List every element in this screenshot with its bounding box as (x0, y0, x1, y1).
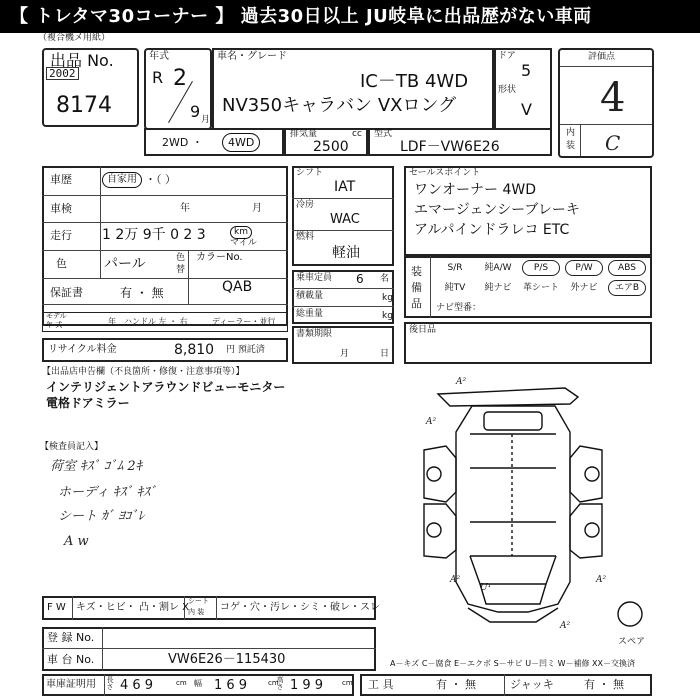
equip-r2-2: 革シート (523, 283, 560, 293)
seat-text: コゲ・穴・汚レ・シミ・破レ・スレ (220, 602, 380, 613)
cap-label: 乗車定員 (296, 273, 333, 283)
windshield (470, 556, 556, 584)
inspection-month-unit: 月 (252, 203, 262, 214)
inspector-label: 【検査員記入】 (40, 442, 104, 452)
color-change-b: 替 (176, 265, 186, 275)
recycle-unit: 円 預託済 (226, 345, 265, 355)
after-box (404, 322, 652, 364)
mileage-label: 走行 (50, 229, 72, 242)
color-label: 色 (56, 257, 67, 270)
model-year-unit: 年 (108, 317, 116, 326)
mark-4: A² (450, 575, 461, 585)
chassis-label: 車 台 No. (47, 653, 95, 666)
cm-1: cm (176, 679, 187, 687)
ac-label: 冷房 (296, 200, 315, 210)
hgt-label: 高さ (276, 676, 284, 690)
capacity: 6 (356, 272, 364, 286)
legend: A－キズ C－腐食 E－エクボ S－サビ U－凹ミ W－補修 XX－交換済 (390, 659, 636, 668)
history-label: 車歴 (50, 173, 72, 186)
weight-label: 総重量 (296, 309, 324, 319)
sales-line3: アルパインドラレコ ETC (414, 222, 570, 238)
after-label: 後日品 (409, 325, 437, 335)
cm-2: cm (268, 679, 279, 687)
model-name: NV350キャラバン VXロング (222, 95, 457, 116)
notes-label: 【出品店申告欄（不良箇所・修復・注意事項等）】 (42, 367, 245, 377)
month-value: 9 (190, 102, 201, 121)
len-label: 長さ (106, 676, 114, 690)
inspector-line2: ホーディ ｷｽﾞ ｷｽﾞ (58, 485, 157, 500)
year-value: 2 (173, 66, 187, 91)
rear-bumper (438, 388, 578, 406)
equip-r1-3: P/W (565, 260, 603, 276)
recycle-label: リサイクル料金 (48, 344, 117, 355)
equip-r1-2: P/S (522, 260, 560, 276)
equip-r2-0: 純TV (444, 283, 466, 293)
shift-label: シフト (296, 168, 324, 178)
ac: WAC (330, 212, 360, 227)
color-no-label: カラーNo. (196, 252, 243, 263)
reg-label: 登 録 No. (47, 631, 95, 644)
notes-line1: インテリジェントアラウンドビューモニター (46, 380, 286, 394)
load-kg: kg (382, 293, 393, 303)
width: 1 6 9 (214, 678, 248, 693)
left-rear-side (424, 446, 456, 502)
name-label: 車名・グレード (217, 51, 287, 62)
drive-options: 2WD ・ (162, 136, 203, 149)
spare-tire (618, 602, 642, 626)
lot-label: 出品 No. (50, 51, 114, 70)
sales-label: セールスポイント (409, 168, 481, 178)
inspection-label: 車検 (50, 202, 72, 215)
sales-line2: エマージェンシーブレーキ (414, 202, 580, 218)
shift: IAT (334, 179, 356, 195)
equip-r1-0: S/R (447, 263, 463, 273)
month-unit: 月 (201, 115, 211, 125)
mile-unit: マイル (230, 238, 257, 248)
car-body (456, 406, 570, 612)
equip-label-b: 備 (411, 281, 422, 294)
fuel: 軽油 (332, 245, 360, 261)
weight-kg: kg (382, 311, 393, 321)
color-no: QAB (222, 279, 253, 295)
equip-label-c: 品 (411, 297, 422, 310)
spare-label: スペア (618, 637, 646, 647)
history-selected: 自家用 (102, 172, 142, 188)
mileage: 1 2万 9千 0 2 3 (102, 227, 206, 243)
cap-unit: 名 (380, 274, 390, 284)
inspector-line3: シート ｶﾞ ﾖｺﾞﾚ (58, 509, 145, 524)
score-value: 4 (600, 75, 626, 121)
handle-label: ハンドル 左 ・ 右 (124, 317, 188, 326)
year-era: R (152, 68, 164, 87)
mark-1: A² (456, 377, 467, 387)
door-label: ドア (498, 51, 516, 61)
jack-value: 有 ・ 無 (584, 678, 624, 691)
type-label: 型式 (374, 129, 393, 139)
fuel-label: 燃料 (296, 232, 315, 242)
km-unit: km (230, 226, 252, 239)
height: 1 9 9 (290, 678, 324, 693)
fw-text: キズ・ヒビ・ 凸・割レ X (76, 602, 190, 613)
model-year-a: モデル (46, 312, 67, 320)
shape: V (521, 100, 532, 119)
wid-label: 幅 (194, 679, 202, 688)
banner-text: 【 トレタマ30コーナー 】 過去30日以上 JU岐阜に出品歴がない車両 (10, 6, 592, 27)
right-rear-side (570, 446, 602, 502)
tool-value: 有 ・ 無 (436, 678, 476, 691)
history-rest: ・（ ） (145, 173, 176, 186)
equip-label-a: 装 (411, 265, 422, 278)
year-label: 年式 (149, 51, 169, 62)
dealer-label: ディーラー・並行 (212, 317, 276, 326)
right-front-side (570, 504, 602, 558)
fw-label: F W (47, 602, 66, 613)
warranty-value: 有 ・ 無 (120, 286, 164, 300)
equip-r1-4: ABS (608, 260, 646, 276)
left-front-side (424, 504, 456, 558)
model-year-b: 年 式 (46, 321, 63, 329)
mark-3: U¹ (480, 583, 492, 593)
inspector-line4: A w (64, 534, 89, 549)
interior-score: C (605, 131, 621, 155)
tailgate-window (484, 412, 542, 430)
shape-label: 形状 (498, 85, 517, 95)
equip-r2-3: 外ナビ (570, 283, 598, 293)
doors: 5 (521, 61, 532, 80)
inspector-line1: 荷室 ｷｽﾞ ｺﾞﾑ 2ｷ (50, 459, 143, 474)
tool-label: 工 具 (368, 678, 394, 691)
dims-label: 車庫証明用 (46, 679, 96, 690)
sales-line1: ワンオーナー 4WD (414, 182, 536, 198)
score-label: 評価点 (588, 52, 616, 62)
grade: IC－TB 4WD (360, 71, 469, 92)
equip-r2-4: エアB (608, 280, 646, 296)
drive-selected: 4WD (222, 133, 260, 152)
lot-number: 8174 (56, 93, 112, 118)
seat-label-b: 内 装 (188, 608, 205, 616)
cm-3: cm (342, 679, 353, 687)
notes-line2: 電格ドアミラー (46, 396, 130, 410)
type-code: LDF－VW6E26 (400, 139, 500, 155)
car-damage-diagram (410, 372, 660, 642)
mark-2: A² (426, 417, 437, 427)
mark-5: A² (596, 575, 607, 585)
subtitle: （複合機メ用紙） (38, 33, 111, 43)
chassis-number: VW6E26－115430 (168, 652, 286, 667)
interior-label-a: 内 (566, 128, 576, 138)
doc-day: 日 (380, 349, 390, 359)
displacement: 2500 (313, 139, 349, 155)
lot-stamp: 2002 (46, 67, 79, 80)
warranty-label: 保証書 (50, 286, 83, 299)
seat-label-a: シート (188, 597, 209, 605)
disp-label: 排気量 (290, 129, 318, 139)
length: 4 6 9 (120, 678, 154, 693)
navi-label: ナビ型番： (436, 303, 482, 313)
color: パール (104, 256, 146, 272)
interior-label-b: 装 (566, 141, 576, 151)
cc-unit: cc (352, 129, 362, 139)
inspection-year-unit: 年 (180, 203, 190, 214)
recycle-amount: 8,810 (174, 342, 215, 358)
front-bumper (468, 608, 558, 622)
doc-month: 月 (340, 349, 350, 359)
doc-label: 書類期限 (296, 329, 333, 339)
equip-r2-1: 純ナビ (484, 283, 512, 293)
load-label: 積載量 (296, 291, 324, 301)
mark-6: A² (560, 621, 571, 631)
jack-label: ジャッキ (510, 678, 554, 691)
color-change-a: 色 (176, 253, 186, 263)
equip-r1-1: 純A/W (484, 263, 512, 273)
